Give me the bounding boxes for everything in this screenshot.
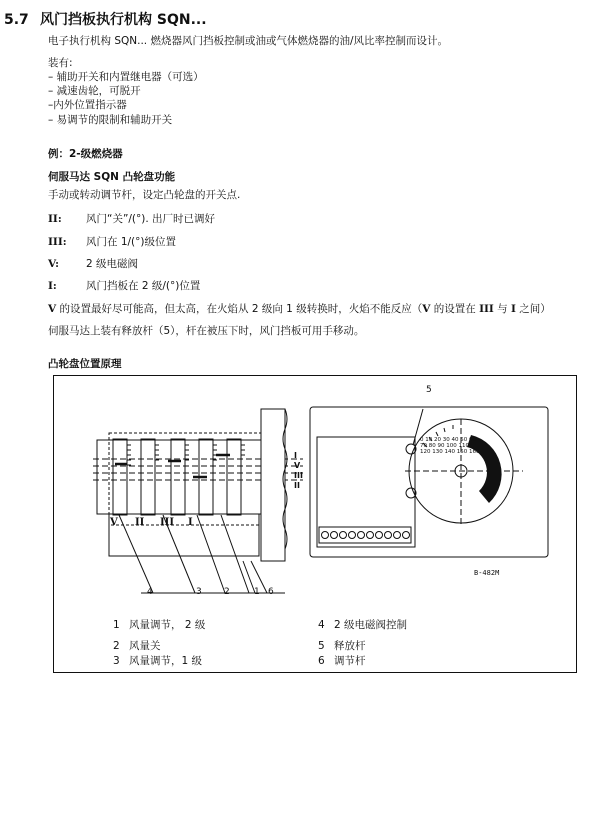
legend-number: 2: [113, 640, 120, 652]
legend-text: 风量调节， 2 级: [129, 619, 206, 631]
roman-v: V: [422, 303, 431, 315]
note-text: 之间）: [515, 303, 551, 315]
roman-iii: III: [479, 303, 494, 315]
section-number: 5.7: [4, 12, 29, 28]
legend-item: [113, 653, 202, 668]
callout-leader: [197, 515, 225, 593]
position-label: V:: [48, 258, 59, 270]
dial-scale: [420, 437, 480, 455]
note-release-lever: 伺服马达上装有释放杆（5），杆在被压下时，风门挡板可用手移动。: [48, 325, 365, 337]
cam-disc: [227, 439, 241, 515]
cam-disc: [171, 439, 185, 515]
dial-mark: 80: [428, 443, 436, 449]
terminal-panel: [317, 437, 415, 547]
dial-mark: 0: [420, 437, 424, 443]
switch-symbol: II: [135, 517, 145, 528]
dial-mark: 100: [446, 443, 457, 449]
switch-plate: [109, 514, 259, 556]
dial-mark: 150: [456, 449, 468, 455]
callout-number: 2: [224, 587, 230, 597]
position-row: [48, 235, 176, 249]
equipped-item: – 易调节的限制和辅助开关: [48, 114, 173, 126]
cam-disc: [113, 439, 127, 515]
position-text: 风门“关”/(°). 出厂时已调好: [86, 213, 216, 225]
position-row: [48, 212, 215, 226]
legend-number: 5: [318, 640, 325, 652]
legend-item: [318, 638, 366, 653]
legend-item: [318, 617, 407, 632]
position-text: 2 级电磁阀: [86, 258, 139, 270]
switch-symbol: III: [160, 517, 175, 528]
shaft-end-plate: [261, 409, 285, 561]
dial-mark: 160: [469, 449, 480, 455]
section-title-text: 风门挡板执行机构 SQN...: [40, 12, 207, 28]
terminal-screws: [322, 532, 410, 539]
legend-item: [113, 617, 205, 632]
position-text: 风门在 1/(°)级位置: [86, 236, 176, 248]
callout-leader: [221, 515, 249, 593]
dial-mark: 30: [442, 437, 450, 443]
equipped-item: – 减速齿轮，可脱开: [48, 85, 141, 97]
dial-mark: 10: [425, 437, 433, 443]
note-text: 的设置在: [430, 303, 480, 315]
position-label: I:: [48, 280, 57, 292]
section-title: [4, 9, 207, 29]
note-text: 的设置最好尽可能高，但太高，在火焰从 2 级向 1 级转换时，火焰不能反应（: [56, 303, 423, 315]
position-row: [48, 279, 200, 293]
legend-text: 调节杆: [334, 655, 366, 667]
legend-text: 2 级电磁阀控制: [334, 619, 408, 631]
callout-number: 5: [426, 385, 432, 395]
legend-text: 释放杆: [334, 640, 366, 652]
legend-text: 风量调节，1 级: [129, 655, 203, 667]
note-setting: [48, 302, 551, 316]
position-row: [48, 257, 138, 271]
legend-item: [113, 638, 161, 653]
legend-text: 风量关: [129, 640, 161, 652]
cam-position-label: V: [294, 461, 301, 470]
position-label: III:: [48, 236, 67, 248]
equipped-item: –内外位置指示器: [48, 99, 127, 111]
callout-number: 6: [268, 587, 274, 597]
dial-mark: 120: [420, 449, 431, 455]
callout-number: 1: [254, 587, 260, 597]
dial-mark: 90: [437, 443, 445, 449]
example-description: 手动或转动调节杆，设定凸轮盘的开关点.: [48, 189, 241, 201]
cam-housing-dashed: [109, 433, 263, 525]
dial-mark: 70: [420, 443, 427, 449]
example-heading: 例：2-级燃烧器: [48, 148, 123, 160]
callout-number: 3: [196, 587, 202, 597]
roman-v: V: [48, 303, 57, 315]
legend-number: 6: [318, 655, 325, 667]
dial-mark: 50: [460, 437, 468, 443]
switch-symbol: I: [188, 517, 193, 528]
switch-symbol: V: [110, 517, 118, 528]
dial-mark: 60: [469, 437, 476, 443]
cam-position-label: II: [294, 481, 300, 490]
legend-number: 4: [318, 619, 325, 631]
note-text: 与: [493, 303, 511, 315]
legend-number: 3: [113, 655, 120, 667]
cam-position-label: III: [294, 471, 303, 480]
legend-number: 1: [113, 619, 120, 631]
roman-i: I: [511, 303, 516, 315]
dial-mark: 130: [432, 449, 443, 455]
dial-mark: 140: [444, 449, 455, 455]
cam-label-column: [294, 451, 303, 491]
cam-position-label: I: [294, 451, 297, 460]
legend-item: [318, 653, 366, 668]
position-label: II:: [48, 213, 62, 225]
intro-paragraph: 电子执行机构 SQN... 燃烧器风门挡板控制或油或气体燃烧器的油/风比率控制而设计。: [48, 35, 449, 47]
cam-disc: [141, 439, 155, 515]
dial-mark: 20: [434, 437, 441, 443]
position-text: 风门挡板在 2 级/(°)位置: [86, 280, 201, 292]
cam-housing: [97, 440, 261, 514]
dial-mark: 110: [458, 443, 469, 449]
equipped-item: – 辅助开关和内置继电器（可选）: [48, 71, 204, 83]
dial-mark: 40: [451, 437, 459, 443]
equipped-heading: 装有:: [48, 57, 73, 69]
callout-number: 4: [147, 587, 153, 597]
figure-code: B-482M: [474, 569, 500, 577]
figure-title: 凸轮盘位置原理: [48, 358, 122, 370]
example-subheading: 伺服马达 SQN 凸轮盘功能: [48, 171, 176, 183]
